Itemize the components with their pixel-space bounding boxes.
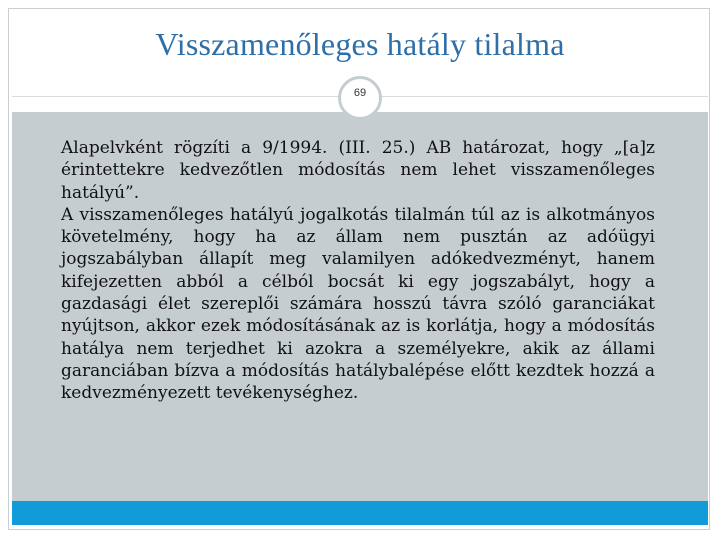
body-text	[61, 137, 655, 405]
paragraph-1: Alapelvként rögzíti a 9/1994. (III. 25.) AB határozat, hogy „[a]z érintettekre kedvezőtlen módosítás nem lehet visszamenőleges hatályú”.	[61, 138, 655, 203]
paragraph-2: A visszamenőleges hatályú jogalkotás tilalmán túl az is alkotmányos követelmény, hogy ha az állam nem pusztán az adóügyi jogszabályban állapít meg valamilyen adókedvezményt, hanem kifejezetten abból a célból bocsát ki egy jogszabályt, hogy a gazdasági élet szereplői számára hosszú távra szóló garanciákat nyújtson, akkor ezek módosításának az is korlátja, hogy a módosítás hatálya nem terjedhet ki azokra a személyekre, akik az állami garanciában bízva a módosítás hatálybalépése előtt kezdtek hozzá a kedvezményezett tevékenységhez.	[61, 204, 655, 404]
slide-title: Visszamenőleges hatály tilalma	[155, 26, 565, 62]
footer-bar	[12, 501, 708, 525]
page-number: 69	[353, 87, 367, 99]
